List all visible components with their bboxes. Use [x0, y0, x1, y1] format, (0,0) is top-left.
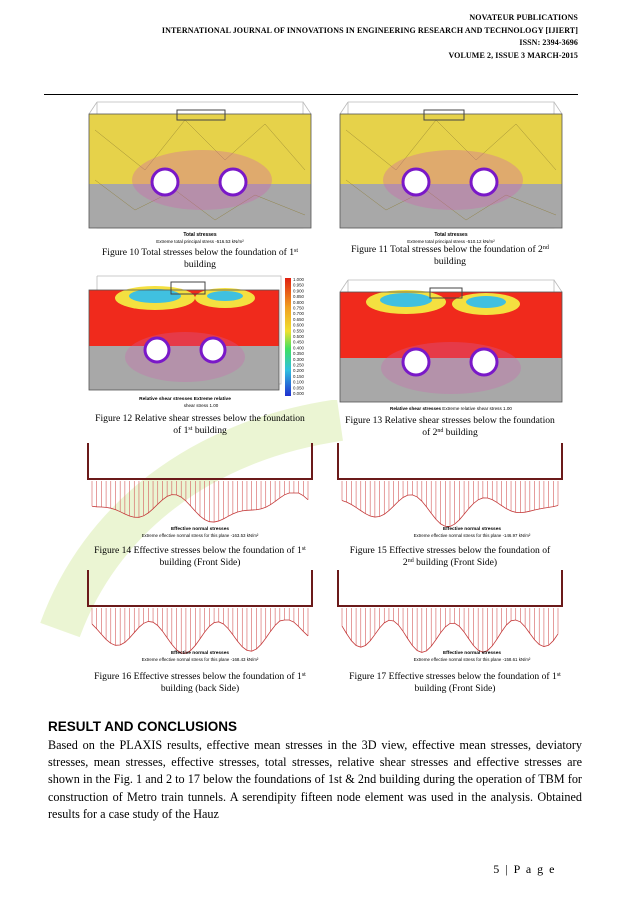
figure-17-plot-subtitle: Extreme effective normal stress for this plane -158.61 kN/m²	[413, 657, 531, 662]
figure-11-plot-title: Total stresses	[434, 232, 468, 238]
caption-superscript: nd	[542, 245, 549, 251]
figure-16-plot-title: Effective normal stresses	[170, 651, 230, 656]
legend-tick-label: 0.200	[293, 368, 304, 374]
legend-tick-label: 0.850	[293, 294, 304, 300]
figure-14-plot-subtitle: Extreme effective normal stress for this plane -163.53 kN/m²	[141, 533, 259, 538]
svg-text:Relative shear stresses Extrem	[390, 406, 512, 411]
caption-superscript: nd	[407, 558, 414, 564]
legend-tick-label: 0.700	[293, 311, 304, 317]
caption-text: building (back Side)	[160, 683, 240, 694]
figure-12-plot-subtitle: shear stress 1.00	[183, 403, 219, 408]
figure-10-plot-title: Total stresses	[183, 232, 217, 238]
body-paragraph: Based on the PLAXIS results, effective mean stresses in the 3D view, effective mean stresses, deviatory stresses, mean stresses, effective stresses, total stresses, relative shear stresses and effective stresses are shown in the Fig. 1 and 2 to 17 below the foundations of 1st & 2nd building during the operation of TBM for construction of Metro train tunnels. A serendipity fifteen node element was used in the analysis. Obtained results for a case study of the Hauz	[48, 738, 582, 821]
stress-envelope	[342, 620, 558, 652]
figure-14-caption	[80, 545, 320, 569]
caption-text: of 1	[173, 425, 189, 436]
caption-text: Figure 14 Effective stresses below the foundation of 1	[94, 545, 302, 556]
figure-11-caption	[330, 244, 570, 268]
caption-text: building	[184, 259, 216, 270]
figure-14-plot	[82, 441, 318, 541]
legend-tick-label: 0.600	[293, 322, 304, 328]
figure-10-plot	[85, 100, 315, 245]
figure-15-svg	[332, 441, 568, 541]
caption-superscript: st	[301, 546, 306, 552]
legend-tick-label: 0.500	[293, 334, 304, 339]
figure-10-plot-subtitle: Extreme total principal stress -516.53 kN/m²	[156, 239, 244, 244]
legend-tick-label: 0.350	[293, 351, 304, 357]
legend-tick-label: 1.000	[293, 277, 304, 282]
legend-tick-label: 0.400	[293, 345, 304, 351]
caption-text: Figure 17 Effective stresses below the foundation of 1	[349, 671, 557, 682]
figure-15-plot-title: Effective normal stresses	[442, 527, 502, 532]
caption-text: building (Front Side)	[159, 557, 241, 568]
publisher-name: NOVATEUR PUBLICATIONS	[469, 13, 578, 22]
legend-tick-label: 0.800	[293, 299, 304, 305]
legend-tick-label: 0.450	[293, 339, 304, 345]
figure-16-plot-subtitle: Extreme effective normal stress for this plane -168.43 kN/m²	[141, 657, 259, 662]
figure-15-plot-subtitle: Extreme effective normal stress for this plane -146.97 kN/m²	[413, 533, 531, 538]
legend-tick-label: 0.650	[293, 316, 304, 322]
caption-text: of 2	[422, 427, 438, 438]
figure-12-plot-title2: Extreme relative	[193, 397, 231, 402]
caption-text: building (Front Side)	[416, 557, 498, 568]
figure-13-plot	[336, 276, 566, 416]
figure-15-caption	[330, 545, 570, 569]
figure-13-caption	[330, 415, 570, 439]
caption-superscript: nd	[437, 428, 444, 434]
caption-text: Figure 13 Relative shear stresses below the foundation	[345, 415, 555, 426]
legend-tick-label: 0.950	[293, 282, 304, 288]
caption-superscript: st	[188, 426, 193, 432]
caption-text: building	[434, 256, 466, 267]
caption-superscript: st	[556, 672, 561, 678]
caption-text: Figure 10 Total stresses below the foundation of 1	[101, 247, 295, 258]
figure-16-svg	[82, 568, 318, 668]
svg-text:Relative shear stresses Extrem	[139, 396, 231, 402]
caption-text: Figure 11 Total stresses below the foundation of 2	[351, 244, 543, 255]
figure-15-plot	[332, 441, 568, 541]
figure-16-plot	[82, 568, 318, 668]
legend-tick-label: 0.550	[293, 328, 304, 334]
figure-14-svg	[82, 441, 318, 541]
legend-tick-label: 0.000	[293, 391, 304, 396]
journal-name: INTERNATIONAL JOURNAL OF INNOVATIONS IN ENGINEERING RESEARCH AND TECHNOLOGY [IJIERT]	[161, 25, 578, 35]
figure-13-plot-subtitle: Extreme relative shear stress 1.00	[442, 406, 512, 411]
caption-text: Figure 16 Effective stresses below the foundation of 1	[94, 671, 302, 682]
figure-10-caption	[80, 247, 320, 271]
caption-text: building	[194, 425, 227, 436]
caption-superscript: st	[301, 672, 306, 678]
legend-tick-label: 0.150	[293, 373, 304, 379]
figure-11-plot	[336, 100, 566, 245]
caption-text: building	[445, 427, 478, 438]
figure-11-plot-subtitle: Extreme total principal stress -510.12 kN/m²	[407, 239, 495, 244]
figure-17-plot	[332, 568, 568, 668]
legend-tick-label: 0.300	[293, 356, 304, 362]
section-heading: RESULT AND CONCLUSIONS	[48, 719, 237, 734]
figure-17-svg	[332, 568, 568, 668]
caption-text: Figure 15 Effective stresses below the foundation of	[349, 545, 551, 556]
legend-tick-label: 0.750	[293, 305, 304, 311]
figure-13-plot-title: Relative shear stresses	[390, 406, 442, 411]
legend-tick-label: 0.100	[293, 379, 304, 385]
caption-text: Figure 12 Relative shear stresses below the foundation	[95, 413, 305, 424]
figure-14-plot-title: Effective normal stresses	[170, 527, 230, 532]
journal-header	[162, 12, 578, 62]
issn: ISSN: 2394-3696	[519, 38, 578, 47]
legend-tick-label: 0.250	[293, 362, 304, 368]
caption-text: 2	[402, 557, 408, 568]
legend-tick-label: 0.050	[293, 385, 304, 391]
header-rule	[44, 94, 578, 95]
caption-superscript: st	[294, 248, 299, 254]
figure-12-caption	[80, 413, 320, 437]
figure-12-plot	[85, 272, 315, 412]
page-number: 5 | P a g e	[493, 862, 556, 876]
figure-16-caption	[80, 671, 320, 695]
figure-17-caption	[330, 671, 580, 695]
figure-12-plot-title: Relative shear stresses	[139, 397, 193, 402]
caption-text: building (Front Side)	[414, 683, 496, 694]
figure-17-plot-title: Effective normal stresses	[442, 651, 502, 656]
legend-tick-label: 0.900	[293, 288, 304, 294]
volume-issue: VOLUME 2, ISSUE 3 MARCH-2015	[448, 50, 578, 60]
